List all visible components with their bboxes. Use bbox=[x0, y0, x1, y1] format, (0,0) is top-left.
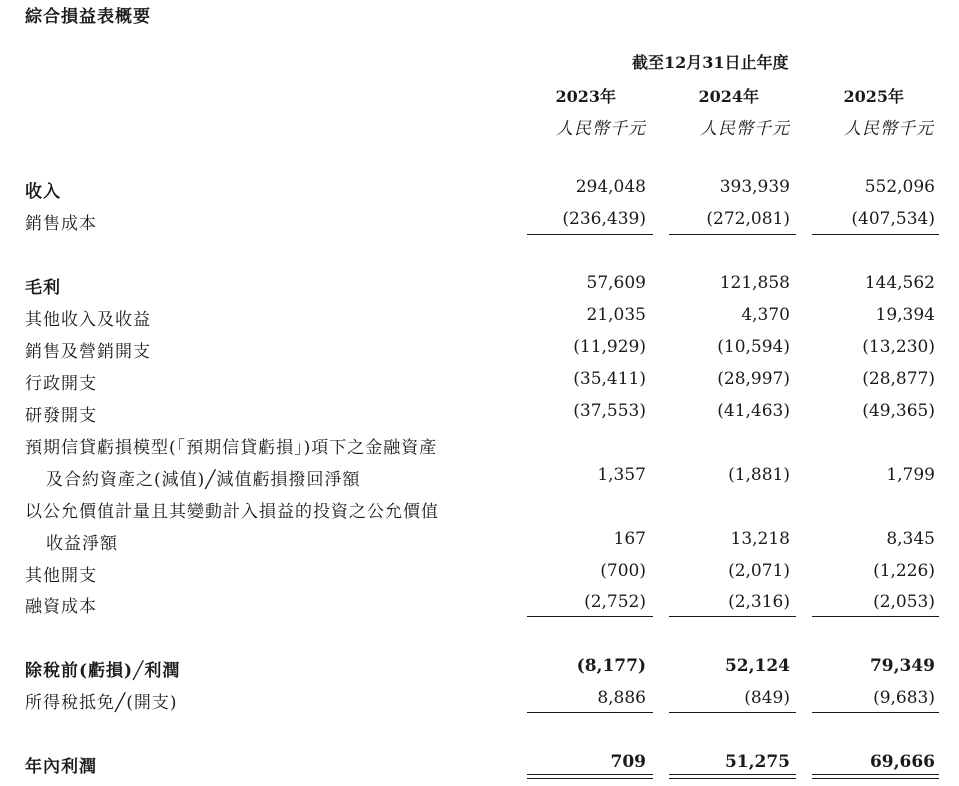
unit-2023: 人民幣千元 bbox=[556, 119, 646, 139]
cell-rnd-2025: (49,365) bbox=[862, 401, 935, 421]
page-title: 綜合損益表概要 bbox=[25, 7, 151, 27]
row-label-rnd: 研發開支 bbox=[25, 406, 97, 426]
unit-2025: 人民幣千元 bbox=[844, 119, 934, 139]
row-label-gross-profit: 毛利 bbox=[25, 278, 61, 298]
cell-gross-profit-2025: 144,562 bbox=[864, 273, 935, 293]
cell-finance-costs-2024: (2,316) bbox=[728, 592, 790, 612]
row-label-finance-costs: 融資成本 bbox=[25, 597, 97, 617]
cell-revenue-2025: 552,096 bbox=[864, 177, 935, 197]
cell-admin-2025: (28,877) bbox=[862, 369, 935, 389]
subtotal-rule bbox=[669, 712, 796, 713]
cell-selling-2024: (10,594) bbox=[717, 337, 790, 357]
row-label-fvtpl-line2: 收益淨額 bbox=[46, 534, 118, 554]
cell-income-tax-2025: (9,683) bbox=[873, 688, 935, 708]
cell-admin-2024: (28,997) bbox=[717, 369, 790, 389]
cell-ecl-2024: (1,881) bbox=[728, 465, 790, 485]
row-label-other-expenses: 其他開支 bbox=[25, 566, 97, 586]
subtotal-rule bbox=[669, 616, 796, 617]
cell-revenue-2023: 294,048 bbox=[575, 177, 646, 197]
subtotal-rule bbox=[669, 234, 796, 235]
cell-profit-for-year-2023: 709 bbox=[610, 752, 646, 772]
cell-profit-for-year-2024: 51,275 bbox=[724, 752, 790, 772]
cell-cost-of-sales-2023: (236,439) bbox=[562, 209, 646, 229]
subtotal-rule bbox=[812, 712, 939, 713]
row-label-ecl-line2: 及合約資產之(減值)╱減值虧損撥回淨額 bbox=[46, 470, 361, 490]
cell-revenue-2024: 393,939 bbox=[719, 177, 790, 197]
cell-ecl-2025: 1,799 bbox=[886, 465, 935, 485]
cell-other-income-2025: 19,394 bbox=[875, 305, 935, 325]
cell-finance-costs-2025: (2,053) bbox=[873, 592, 935, 612]
cell-admin-2023: (35,411) bbox=[573, 369, 646, 389]
subtotal-rule bbox=[527, 616, 653, 617]
row-label-revenue: 收入 bbox=[25, 182, 61, 202]
cell-gross-profit-2024: 121,858 bbox=[719, 273, 790, 293]
row-label-admin: 行政開支 bbox=[25, 374, 97, 394]
total-double-rule bbox=[527, 774, 653, 775]
cell-cost-of-sales-2024: (272,081) bbox=[706, 209, 790, 229]
cell-other-expenses-2023: (700) bbox=[600, 561, 646, 581]
cell-profit-before-tax-2025: 79,349 bbox=[869, 656, 935, 676]
period-header: 截至12月31日止年度 bbox=[632, 53, 789, 72]
row-label-selling: 銷售及營銷開支 bbox=[25, 342, 151, 362]
cell-other-income-2023: 21,035 bbox=[586, 305, 646, 325]
row-label-profit-before-tax: 除稅前(虧損)╱利潤 bbox=[25, 661, 181, 681]
year-2024: 2024年 bbox=[698, 87, 759, 106]
unit-2024: 人民幣千元 bbox=[700, 119, 790, 139]
cell-gross-profit-2023: 57,609 bbox=[586, 273, 646, 293]
cell-selling-2025: (13,230) bbox=[862, 337, 935, 357]
subtotal-rule bbox=[812, 234, 939, 235]
cell-selling-2023: (11,929) bbox=[573, 337, 646, 357]
cell-other-expenses-2025: (1,226) bbox=[873, 561, 935, 581]
row-label-income-tax: 所得稅抵免╱(開支) bbox=[25, 693, 178, 713]
subtotal-rule bbox=[527, 712, 653, 713]
row-label-cost-of-sales: 銷售成本 bbox=[25, 214, 97, 234]
cell-finance-costs-2023: (2,752) bbox=[584, 592, 646, 612]
total-double-rule bbox=[669, 774, 796, 775]
cell-fvtpl-2023: 167 bbox=[613, 529, 646, 549]
cell-other-income-2024: 4,370 bbox=[741, 305, 790, 325]
cell-cost-of-sales-2025: (407,534) bbox=[851, 209, 935, 229]
row-label-other-income: 其他收入及收益 bbox=[25, 310, 151, 330]
cell-profit-before-tax-2023: (8,177) bbox=[576, 656, 646, 676]
cell-fvtpl-2025: 8,345 bbox=[886, 529, 935, 549]
row-label-fvtpl-line1: 以公允價值計量且其變動計入損益的投資之公允價值 bbox=[25, 502, 439, 522]
year-2023: 2023年 bbox=[555, 87, 616, 106]
row-label-profit-for-year: 年內利潤 bbox=[25, 757, 97, 777]
cell-profit-for-year-2025: 69,666 bbox=[869, 752, 935, 772]
total-double-rule bbox=[812, 774, 939, 775]
row-label-ecl-line1: 預期信貸虧損模型(「預期信貸虧損」)項下之金融資產 bbox=[25, 438, 438, 458]
year-2025: 2025年 bbox=[843, 87, 904, 106]
cell-income-tax-2024: (849) bbox=[744, 688, 790, 708]
cell-ecl-2023: 1,357 bbox=[597, 465, 646, 485]
cell-fvtpl-2024: 13,218 bbox=[730, 529, 790, 549]
cell-rnd-2023: (37,553) bbox=[573, 401, 646, 421]
cell-other-expenses-2024: (2,071) bbox=[728, 561, 790, 581]
cell-profit-before-tax-2024: 52,124 bbox=[724, 656, 790, 676]
subtotal-rule bbox=[527, 234, 653, 235]
cell-rnd-2024: (41,463) bbox=[717, 401, 790, 421]
subtotal-rule bbox=[812, 616, 939, 617]
cell-income-tax-2023: 8,886 bbox=[597, 688, 646, 708]
